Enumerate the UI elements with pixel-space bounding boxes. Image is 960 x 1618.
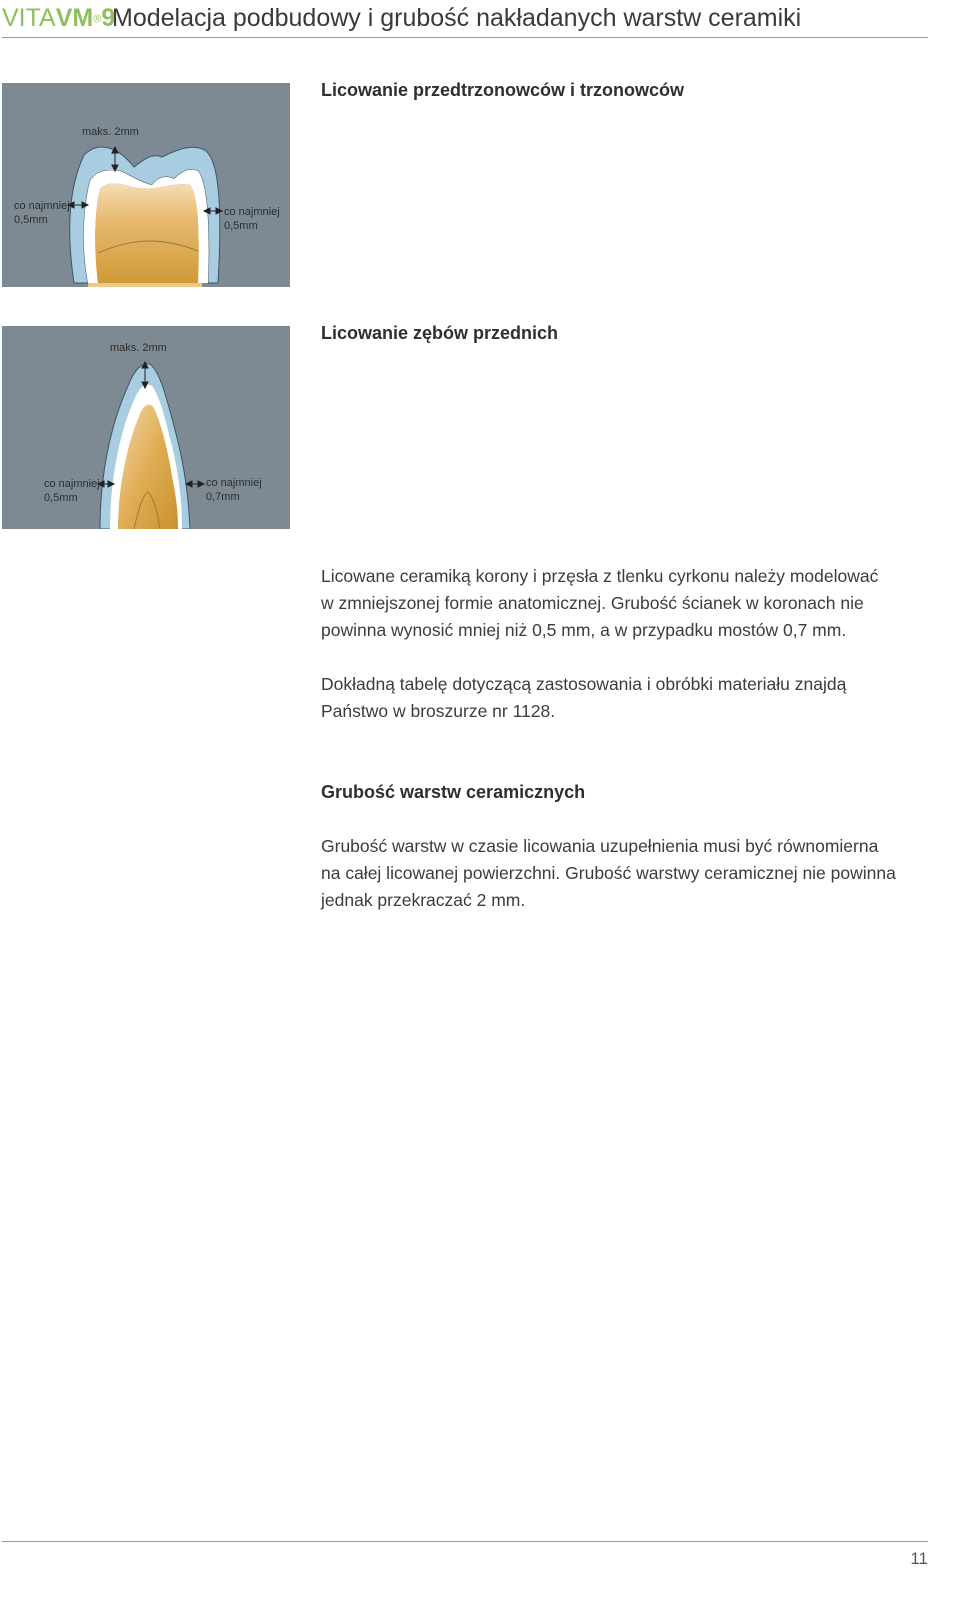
- section-heading-layer-thickness: Grubość warstw ceramicznych: [321, 782, 586, 802]
- logo-vm-text: VM: [55, 4, 94, 32]
- figure-anterior-veneering: [2, 326, 290, 529]
- paragraph-zirconia-modelling: [321, 563, 921, 644]
- page-title: Modelacja podbudowy i grubość nakładanych warstw ceramiki: [112, 4, 802, 32]
- min-thickness-left-label-line2: 0,5mm: [14, 214, 48, 226]
- page-number: 11: [910, 1549, 928, 1568]
- paragraph-line: Grubość warstw w czasie licowania uzupełnienia musi być równomierna: [321, 836, 879, 856]
- logo-vita-text: VITA: [2, 4, 56, 32]
- min-thickness-left-label-line1: co najmniej: [14, 200, 70, 212]
- paragraph-line: Dokładną tabelę dotyczącą zastosowania i obróbki materiału znajdą: [321, 674, 847, 694]
- paragraph-line: powinna wynosić mniej niż 0,5 mm, a w przypadku mostów 0,7 mm.: [321, 620, 847, 640]
- footer-divider: [2, 1541, 928, 1542]
- max-thickness-label: maks. 2mm: [82, 126, 139, 138]
- paragraph-line: Państwo w broszurze nr 1128.: [321, 701, 556, 721]
- logo-number: 9: [101, 4, 116, 32]
- figure-molar-veneering: [2, 83, 290, 287]
- min-thickness-right-label-line2: 0,7mm: [206, 491, 240, 503]
- paragraph-line: jednak przekraczać 2 mm.: [321, 890, 526, 910]
- section-heading-anterior-teeth: Licowanie zębów przednich: [321, 323, 559, 343]
- vita-vm9-logo: [2, 3, 115, 34]
- molar-cross-section-illustration: [2, 83, 290, 287]
- paragraph-line: w zmniejszonej formie anatomicznej. Grubość ścianek w koronach nie: [321, 593, 864, 613]
- page-header: [0, 0, 960, 40]
- section-heading-premolars-molars: Licowanie przedtrzonowców i trzonowców: [321, 80, 685, 100]
- paragraph-line: Licowane ceramiką korony i przęsła z tlenku cyrkonu należy modelować: [321, 566, 879, 586]
- min-thickness-left-label-line1: co najmniej: [44, 478, 100, 490]
- header-divider: [2, 37, 928, 38]
- min-thickness-right-label-line2: 0,5mm: [224, 220, 258, 232]
- logo-registered-mark: ®: [93, 13, 102, 26]
- min-thickness-right-label-line1: co najmniej: [224, 206, 280, 218]
- min-thickness-right-label-line1: co najmniej: [206, 477, 262, 489]
- paragraph-layer-thickness: [321, 833, 921, 914]
- max-thickness-label: maks. 2mm: [110, 342, 167, 354]
- paragraph-line: na całej licowanej powierzchni. Grubość warstwy ceramicznej nie powinna: [321, 863, 896, 883]
- paragraph-brochure-reference: [321, 671, 921, 725]
- min-thickness-left-label-line2: 0,5mm: [44, 492, 78, 504]
